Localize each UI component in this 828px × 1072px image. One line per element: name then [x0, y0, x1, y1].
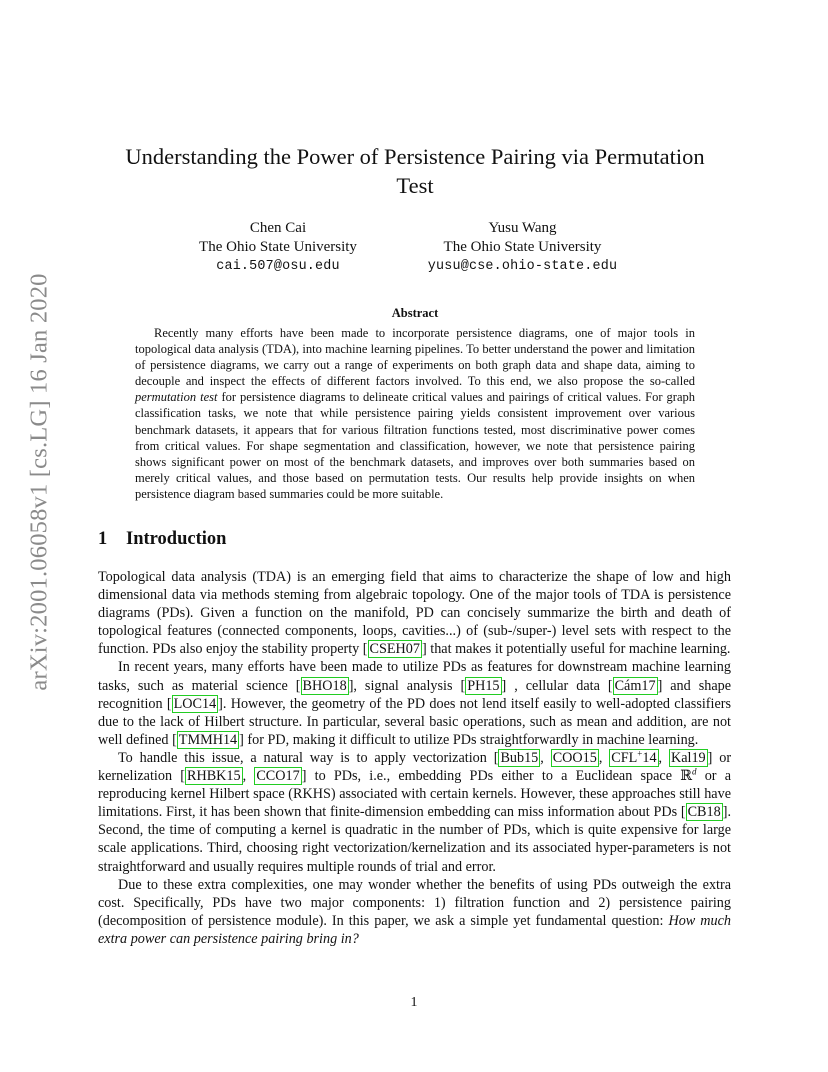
citation-link[interactable]: LOC14 — [173, 695, 217, 712]
abstract-text-2: for persistence diagrams to delineate critical values and pairings of critical values. For graph classification tasks, we note that while persistence pairing yields consistent improvement over various benchmark datasets, it appears that for various filtration functions tested, most discriminative power comes from critical values. For shape segmentation and classification, however, we note that persistence pairing shows significant power on most of the benchmark datasets, and improves over both summaries based on merely critical values, and those based on permutation tests. Our results help provide insights on when persistence diagram based summaries could be more suitable. — [135, 390, 695, 501]
text-run: In recent years, many efforts have been made to utilize PDs as features for downstream machine learning tasks, such as material science — [98, 659, 731, 694]
author-email[interactable]: yusu@cse.ohio-state.edu — [427, 259, 618, 274]
abstract-heading: Abstract — [391, 306, 439, 320]
citation-link[interactable]: COO15 — [552, 749, 597, 766]
citation-link[interactable]: Bub15 — [500, 749, 539, 766]
citation-link[interactable]: BHO18 — [302, 677, 347, 694]
paper-title-line-2: Test — [396, 173, 434, 198]
text-run: . Second, the time of computing a kernel is quadratic in the number of PDs, which is quite expensive for large scale applications. Third, choosing right vectorization/kernelization and its associated hyper-parameters is not straightforward and usually requires multiple rounds of trial and error. — [98, 804, 731, 875]
citation-link[interactable]: CCO17 — [256, 768, 300, 785]
text-run: that makes it potentially useful for machine learning. — [426, 641, 731, 658]
citation-link[interactable] — [609, 749, 658, 767]
paper-title-line-1: Understanding the Power of Persistence Pairing via Permutation — [125, 144, 705, 169]
paragraph-3: To handle this issue, a natural way is to apply vectorization [ Bub15 , COO15 , CFL+14 , Kal19 ] or kernelization [ RHBK15 , CCO17 ] to PDs, i.e., embedding PDs either to a Euclidean space ℝ$^d$ or a reproducing kernel Hilbert space (RKHS) associated with certain kernels. However, these approaches still have limitations. First, it has been shown that finite-dimension embedding can miss information about PDs [ CB18 ]. Second, the time of computing a kernel is quadratic in the number of PDs, which is quite expensive for large scale applications. Third, choosing right vectorization/kernelization and its associated hyper-parameters is not straightforward and usually requires multiple rounds of trial and error. — [98, 748, 732, 875]
author-affiliation: The Ohio State University — [443, 239, 602, 255]
citation-key: CFL — [611, 749, 638, 766]
paragraph-2: In recent years, many efforts have been made to utilize PDs as features for downstream machine learning tasks, such as material science [ BHO18 ], signal analysis [ PH15 ] , cellular data [ Cám17 ] and shape recognition [ LOC14 ]. However, the geometry of the PD does not lend itself easily to well-adopted classifiers due to the lack of Hilbert structure. In particular, several basic operations, such as mean and addition, are not well defined [ TMMH14 ] for PD, making it difficult to utilize PDs straightforwardly in machine learning. — [98, 659, 732, 748]
citation-link[interactable]: Kal19 — [670, 749, 706, 766]
citation-link[interactable]: TMMH14 — [178, 731, 238, 748]
author-block-1 — [178, 219, 378, 276]
text-run: Due to these extra complexities, one may wonder whether the benefits of using PDs outweigh the extra cost. Specifically, PDs have two major components: 1) filtration function and 2) persistence pairing (decomposition of persistence module). In this paper, we ask a simple yet fundamental question: — [98, 876, 731, 929]
text-run: . However, the geometry of the PD does not lend itself easily to well-adopted classifiers due to the lack of Hilbert structure. In particular, several basic operations, such as mean and addition, are not well defined — [98, 695, 731, 748]
author-email[interactable]: cai.507@osu.edu — [216, 259, 340, 274]
abstract-text-1: Recently many efforts have been made to incorporate persistence diagrams, one of major tools in topological data analysis (TDA), into machine learning pipelines. To better understand the power and limitation of persistence diagrams, we carry out a range of experiments on both graph data and shape data, aiming to decouple and inspect the effects of different factors involved. To this end, we also propose the so-called — [135, 326, 695, 389]
text-run: for PD, making it difficult to utilize PDs straightforwardly in machine learning. — [243, 731, 699, 748]
text-run: or a reproducing kernel Hilbert space (RKHS) associated with certain kernels. However, these approaches still have limitations. First, it has been shown that finite-dimension embedding can miss information about PDs — [98, 768, 731, 821]
citation-link[interactable]: RHBK15 — [186, 768, 241, 785]
math-superscript: d — [692, 766, 697, 777]
emphasized-question: How much extra power can persistence pairing bring in? — [98, 912, 731, 947]
arxiv-identifier-text: arXiv:2001.06058v1 [cs.LG] 16 Jan 2020 — [26, 273, 54, 691]
arxiv-identifier-stamp — [18, 273, 62, 691]
citation-link[interactable]: PH15 — [467, 677, 500, 694]
citation-superscript: + — [637, 748, 643, 759]
section-number: 1 — [98, 529, 108, 549]
text-run: Topological data analysis (TDA) is an emerging field that aims to characterize the shape of low and high dimensional data via methods steming from algebraic topology. One of the major tools of TDA is persistence diagrams (PDs). Given a function on the manifold, PD can concisely summarize the birth and death of topological features (connected components, loops, cavities...) of (sub-/super-) level sets with respect to the function. PDs also enjoy the stability property — [98, 569, 731, 658]
citation-link[interactable]: CSEH07 — [369, 641, 420, 658]
paragraph-1: Topological data analysis (TDA) is an emerging field that aims to characterize the shape of low and high dimensional data via methods steming from algebraic topology. One of the major tools of TDA is persistence diagrams (PDs). Given a function on the manifold, PD can concisely summarize the birth and death of topological features (connected components, loops, cavities...) of (sub-/super-) level sets with respect to the function. PDs also enjoy the stability property [ CSEH07 ] that makes it potentially useful for machine learning. — [98, 569, 731, 658]
text-run: To handle this issue, a natural way is to apply vectorization — [118, 749, 494, 766]
section-heading-introduction — [98, 529, 226, 550]
abstract-emphasis: permutation test — [135, 390, 218, 405]
citation-link[interactable]: Cám17 — [614, 677, 656, 694]
section-title: Introduction — [126, 529, 227, 549]
paragraph-4 — [98, 876, 731, 948]
text-run: and shape recognition — [98, 677, 732, 712]
text-run: to PDs, i.e., embedding PDs either to a Euclidean space ℝ — [306, 768, 692, 785]
text-run: or kernelization — [98, 749, 732, 785]
introduction-body — [98, 568, 731, 948]
author-name: Chen Cai — [249, 220, 307, 236]
text-run: , cellular data — [506, 677, 608, 694]
citation-key: 14 — [642, 749, 657, 766]
text-run: , signal analysis — [353, 677, 461, 694]
paper-title — [100, 142, 730, 200]
author-name: Yusu Wang — [488, 220, 557, 236]
citation-link[interactable]: CB18 — [687, 804, 721, 821]
page-number: 1 — [410, 995, 418, 1010]
author-affiliation: The Ohio State University — [199, 239, 357, 255]
author-block-2 — [400, 219, 645, 276]
abstract-body — [135, 325, 695, 502]
